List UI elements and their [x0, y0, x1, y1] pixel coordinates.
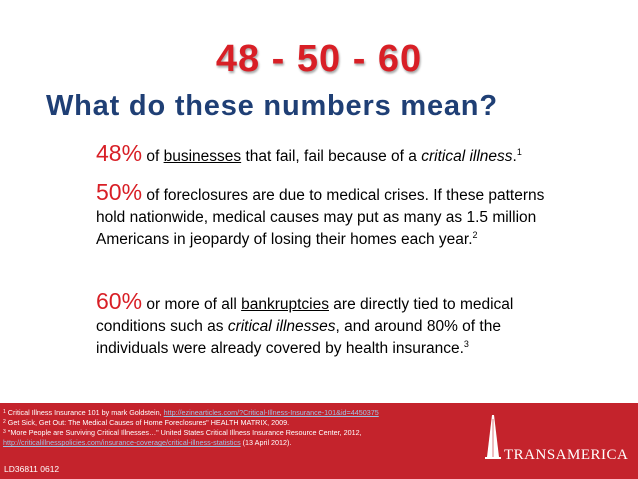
footnote-ref: 2 — [472, 229, 478, 240]
stat-item-60: 60% or more of all bankruptcies are directly tied to medical conditions such as critical illnesses, and around 80% of the individuals were already covered by health insurance.$^3$ — [96, 288, 514, 357]
slide-subtitle: What do these numbers mean? — [46, 90, 498, 122]
stat-percent: 60% — [96, 288, 143, 314]
businesses-term: businesses — [163, 148, 242, 165]
footnote-3-link[interactable]: http://criticalillnesspolicies.com/insurance-coverage/critical-illness-statistics — [3, 438, 241, 447]
slide-title: 48 - 50 - 60 — [215, 38, 423, 80]
footnote-1: $^1$ Critical Illness Insurance 101 by mark Goldstein, http://ezinearticles.com/?Critical-Illness-Insurance-101&id=4450375 — [3, 408, 379, 417]
stat-percent: 50% — [96, 179, 143, 205]
footnote-2: $^2$ Get Sick, Get Out: The Medical Causes of Home Foreclosures" HEALTH MATRIX, 2009. — [3, 418, 290, 427]
document-code: LD36811 0612 — [4, 464, 60, 474]
footnote-3-cont: http://criticalillnesspolicies.com/insurance-coverage/critical-illness-statistics (13 April 2012). — [3, 438, 292, 447]
brand-name: TRANSAMERICA — [504, 447, 628, 463]
stat-percent: 48% — [96, 140, 143, 166]
stat-item-50: 50% of foreclosures are due to medical crises. If these patterns hold nationwide, medical causes may put as many as 1.5 million Americans in jeopardy of losing their homes each year.$^2$ — [96, 179, 545, 248]
footnote-ref: 1 — [516, 146, 522, 157]
stat-item-48: 48% of businesses that fail, fail because of a critical illness.$^1$ — [96, 140, 522, 166]
footnote-ref: 3 — [463, 338, 469, 349]
transamerica-logo — [478, 411, 628, 471]
bankruptcies-term: bankruptcies — [241, 296, 329, 313]
footnote-3: $^3$ "More People are Surviving Critical Illnesses…" United States Critical Illness Insurance Resource Center, 2012, — [3, 428, 362, 437]
footnote-1-link[interactable]: http://ezinearticles.com/?Critical-Illness-Insurance-101&id=4450375 — [163, 408, 379, 417]
